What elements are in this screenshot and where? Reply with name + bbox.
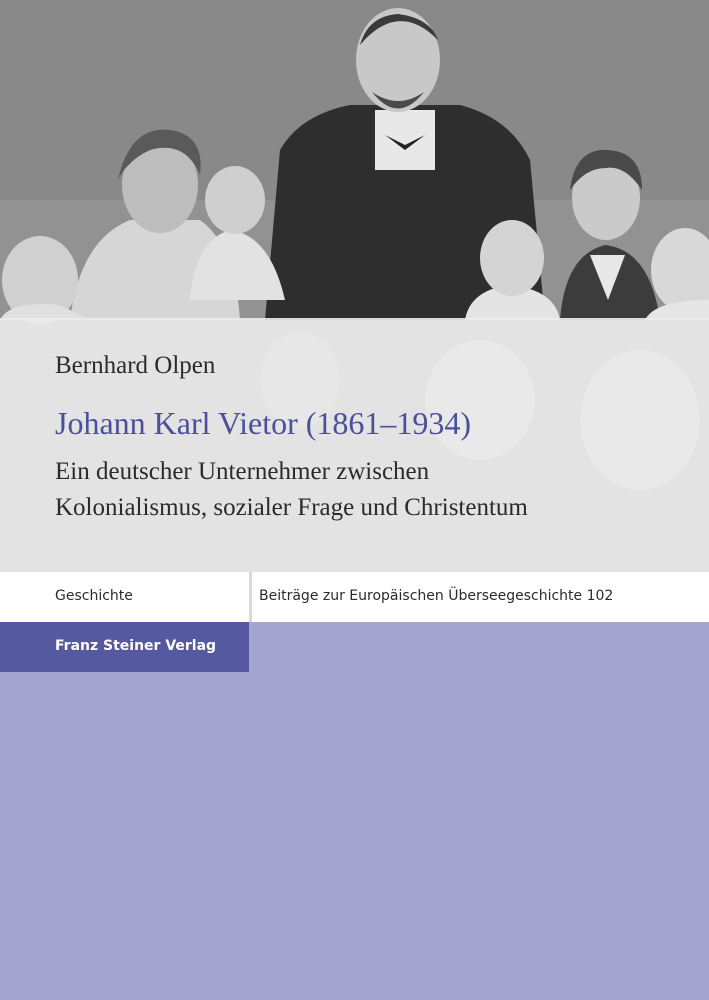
book-subtitle bbox=[55, 454, 675, 526]
author-name: Bernhard Olpen bbox=[55, 352, 216, 379]
book-title: Johann Karl Vietor (1861–1934) bbox=[55, 405, 472, 441]
subtitle-line-2: Kolonialismus, sozialer Frage und Christentum bbox=[55, 494, 528, 521]
series-label: Beiträge zur Europäischen Überseegeschichte 102 bbox=[259, 588, 614, 604]
info-divider bbox=[249, 572, 252, 622]
lower-background bbox=[0, 672, 709, 1000]
subject-label: Geschichte bbox=[55, 588, 133, 604]
subtitle-line-1: Ein deutscher Unternehmer zwischen bbox=[55, 458, 430, 485]
publisher-name: Franz Steiner Verlag bbox=[55, 638, 217, 654]
